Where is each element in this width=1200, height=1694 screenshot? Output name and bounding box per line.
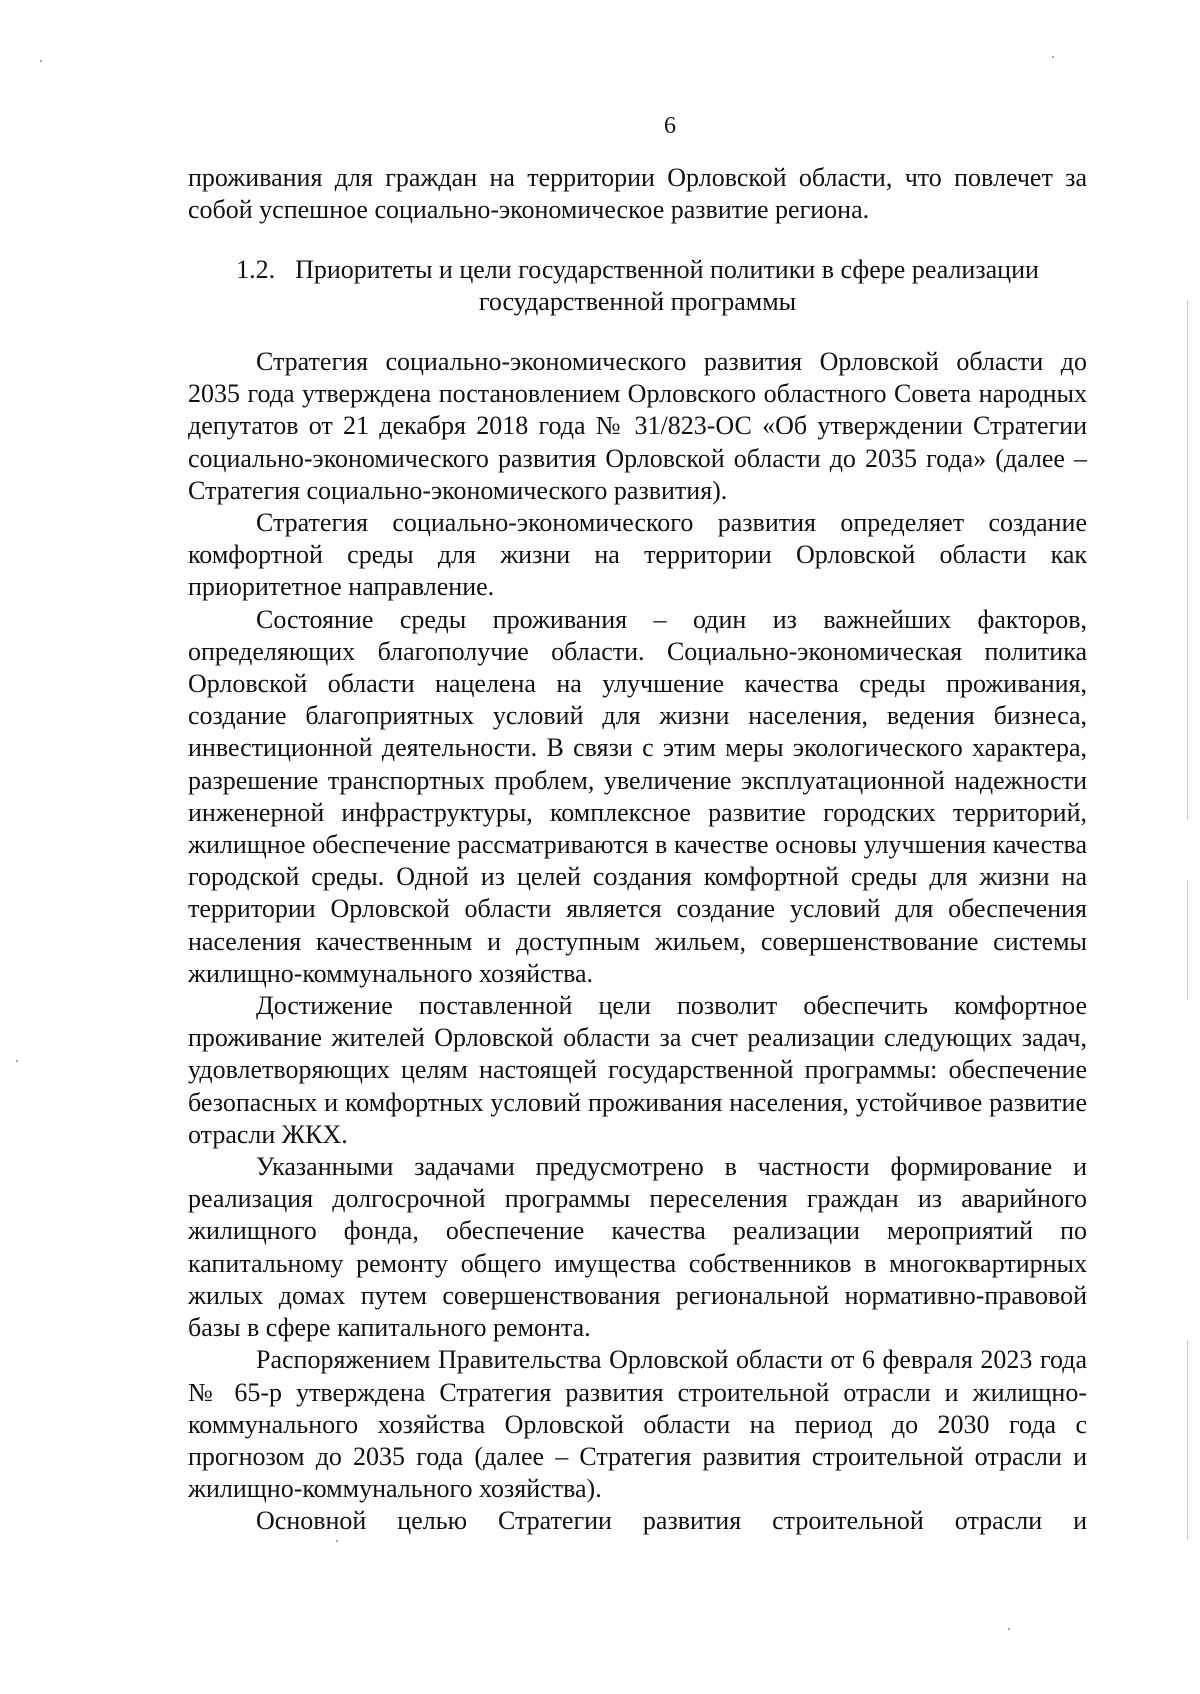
page-number: 6 (664, 113, 676, 139)
section-number: 1.2. (236, 255, 276, 284)
section-heading (188, 254, 1087, 318)
paragraph: Стратегия социально-экономического развития определяет создание комфортной среды для жизни на территории Орловской области как приоритетное направление. (188, 508, 1087, 602)
scan-speck (1052, 56, 1054, 58)
section-title: Приоритеты и цели государственной политики в сфере реализации государственной программы (295, 255, 1039, 316)
paragraph: Распоряжением Правительства Орловской области от 6 февраля 2023 года № 65-р утверждена Стратегия развития строительной отрасли и жилищно-коммунального хозяйства Орловской области на период до 2030 года с прогнозом до 2035 года (далее – Стратегия развития строительной отрасли и жилищно-коммунального хозяйства). (188, 1345, 1087, 1504)
scan-speck (1008, 1628, 1010, 1630)
final-line-wrapper (188, 1505, 1087, 1537)
scan-edge-line (1187, 880, 1188, 1000)
scan-speck (16, 1060, 18, 1062)
lead-paragraph-block (188, 162, 1087, 226)
paragraph: Указанными задачами предусмотрено в частности формирование и реализация долгосрочной программы переселения граждан из аварийного жилищного фонда, обеспечение качества реализации мероприятий по капитальному ремонту общего имущества собственников в многоквартирных жилых домах путем совершенствования региональной нормативно-правовой базы в сфере капитального ремонта. (188, 1152, 1087, 1343)
body-text (188, 346, 1087, 1538)
paragraph: Основной целью Стратегии развития строительной отрасли и (256, 1506, 1087, 1536)
paragraph: Состояние среды проживания – один из важнейших факторов, определяющих благополучие области. Социально-экономическая политика Орловской области нацелена на улучшение качества среды проживания, создание благоприятных условий для жизни населения, ведения бизнеса, инвестиционной деятельности. В связи с этим меры экологического характера, разрешение транспортных проблем, увеличение эксплуатационной надежности инженерной инфраструктуры, комплексное развитие городских территорий, жилищное обеспечение рассматриваются в качестве основы улучшения качества городской среды. Одной из целей создания комфортной среды для жизни на территории Орловской области является создание условий для обеспечения населения качественным и доступным жильем, совершенствование системы жилищно-коммунального хозяйства. (188, 604, 1087, 988)
scan-edge-line (1187, 300, 1188, 820)
scan-edge-line (1187, 1340, 1188, 1540)
lead-paragraph: проживания для граждан на территории Орловской области, что повлечет за собой успешное социально-экономическое развитие региона. (188, 163, 1087, 225)
paragraph: Достижение поставленной цели позволит обеспечить комфортное проживание жителей Орловской области за счет реализации следующих задач, удовлетворяющих целям настоящей государственной программы: обеспечение безопасных и комфортных условий проживания населения, устойчивое развитие отрасли ЖКХ. (188, 991, 1087, 1149)
scan-speck (40, 60, 42, 62)
scan-speck (336, 1540, 338, 1542)
paragraph: Стратегия социально-экономического развития Орловской области до 2035 года утверждена постановлением Орловского областного Совета народных депутатов от 21 декабря 2018 года № 31/823-ОС «Об утверждении Стратегии социально-экономического развития Орловской области до 2035 года» (далее – Стратегия социально-экономического развития). (188, 347, 1087, 505)
